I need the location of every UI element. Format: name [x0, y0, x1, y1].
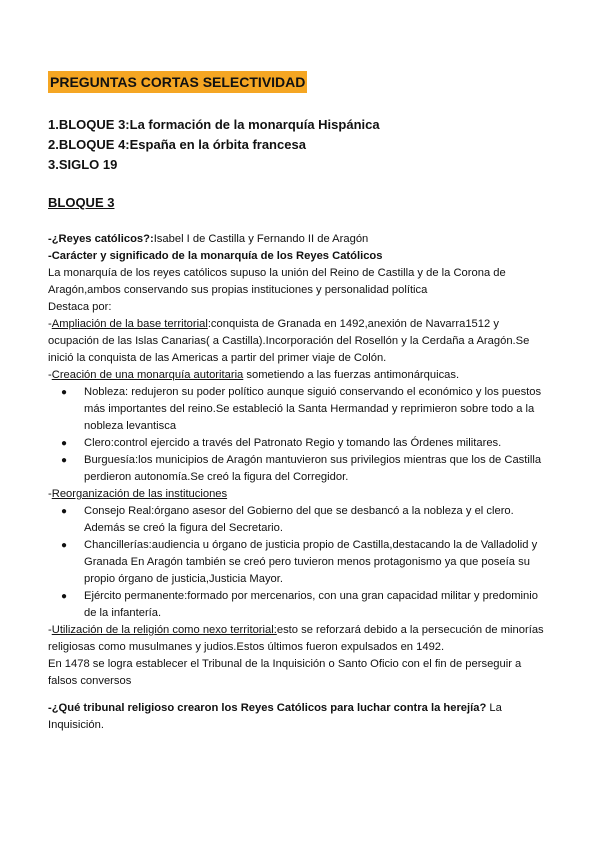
page-title: PREGUNTAS CORTAS SELECTIVIDAD: [48, 71, 307, 93]
list-item-text: Burguesía:los municipios de Aragón mantuvieron sus privilegios mientras que los de Castilla perdieron autonomía.Se creó la figura del Corregidor.: [84, 454, 542, 483]
list-item: [48, 588, 548, 622]
monarquia-list: [48, 384, 548, 486]
question-caracter: -Carácter y significado de la monarquía de los Reyes Católicos: [48, 250, 383, 262]
list-item-text: Ejército permanente:formado por mercenarios, con una gran capacidad militar y predominio de la infantería.: [84, 590, 538, 619]
inquisicion-paragraph: En 1478 se logra establecer el Tribunal de la Inquisición o Santo Oficio con el fin de perseguir a falsos conversos: [48, 658, 522, 687]
dash: -: [48, 318, 52, 330]
section-heading: Reorganización de las instituciones: [51, 488, 228, 500]
block-list: [48, 115, 380, 175]
list-item: [48, 503, 548, 537]
intro-paragraph: La monarquía de los reyes católicos supuso la unión del Reino de Castilla y de la Corona de Aragón,ambos conservando sus propias instituciones y personalidad política: [48, 267, 506, 296]
instituciones-list: [48, 503, 548, 622]
dash: -: [48, 488, 52, 500]
section-heading: Ampliación de la base territorial: [51, 318, 208, 330]
list-item: [48, 435, 548, 452]
answer-text: La Inquisición.: [48, 702, 502, 731]
question-label: -¿Qué tribunal religioso crearon los Reyes Católicos para luchar contra la herejía?: [48, 702, 487, 714]
block-item: 3.SIGLO 19: [48, 157, 118, 172]
bullet-icon: ●: [61, 506, 68, 517]
bullet-icon: ●: [61, 591, 68, 602]
section-text: :conquista de Granada en 1492,anexión de Navarra1512 y ocupación de las Islas Canarias( a Castilla).Incorporación del Rosellón y la Cerdaña a Aragón.Se inició la conquista de las Americas a partir del primer viaje de Colón.: [48, 318, 530, 364]
bullet-icon: ●: [61, 438, 68, 449]
section-religion: [48, 622, 548, 656]
dash: -: [48, 624, 52, 636]
list-item: [48, 537, 548, 588]
dash: -: [48, 369, 52, 381]
section-heading: Utilización de la religión como nexo territorial:: [51, 624, 277, 636]
spacer: [48, 690, 548, 700]
section-text: esto se reforzará debido a la persecución de minorías religiosas como musulmanes y judios.Estos últimos fueron expulsados en 1492.: [48, 624, 544, 653]
question-reyes: [48, 231, 548, 248]
section-ampliacion: [48, 316, 548, 367]
list-item-text: Nobleza: redujeron su poder político aunque siguió conservando el económico y los puestos más importantes del reino.Se estableció la Santa Hermandad y reprimieron sobre todo a la nobleza levantisca: [84, 386, 542, 432]
list-item-text: Clero:control ejercido a través del Patronato Regio y tomando las Órdenes militares.: [84, 437, 502, 449]
block-item: 2.BLOQUE 4:España en la órbita francesa: [48, 137, 306, 152]
block-item: 1.BLOQUE 3:La formación de la monarquía Hispánica: [48, 117, 380, 132]
bullet-icon: ●: [61, 387, 68, 398]
bullet-icon: ●: [61, 540, 68, 551]
section-instituciones: [48, 486, 548, 503]
question-label: -¿Reyes católicos?:: [48, 233, 154, 245]
section-monarquia: [48, 367, 548, 384]
destaca-label: Destaca por:: [48, 301, 112, 313]
question-tribunal: [48, 700, 548, 734]
content-body: [48, 231, 548, 734]
bullet-icon: ●: [61, 455, 68, 466]
section-text: sometiendo a las fuerzas antimonárquicas.: [243, 369, 460, 381]
list-item: [48, 452, 548, 486]
list-item: [48, 384, 548, 435]
list-item-text: Consejo Real:órgano asesor del Gobierno del que se desbancó a la nobleza y el clero. Además se creó la figura del Secretario.: [84, 505, 514, 534]
section-heading: Creación de una monarquía autoritaria: [51, 369, 244, 381]
block-heading: BLOQUE 3: [48, 195, 115, 210]
list-item-text: Chancillerías:audiencia u órgano de justicia propio de Castilla,destacando la de Valladolid y Granada En Aragón también se creó pero tuvieron menos protagonismo ya que poseía su propio órgano de justicia,Justicia Mayor.: [84, 539, 538, 585]
answer-text: Isabel I de Castilla y Fernando II de Aragón: [153, 233, 369, 245]
